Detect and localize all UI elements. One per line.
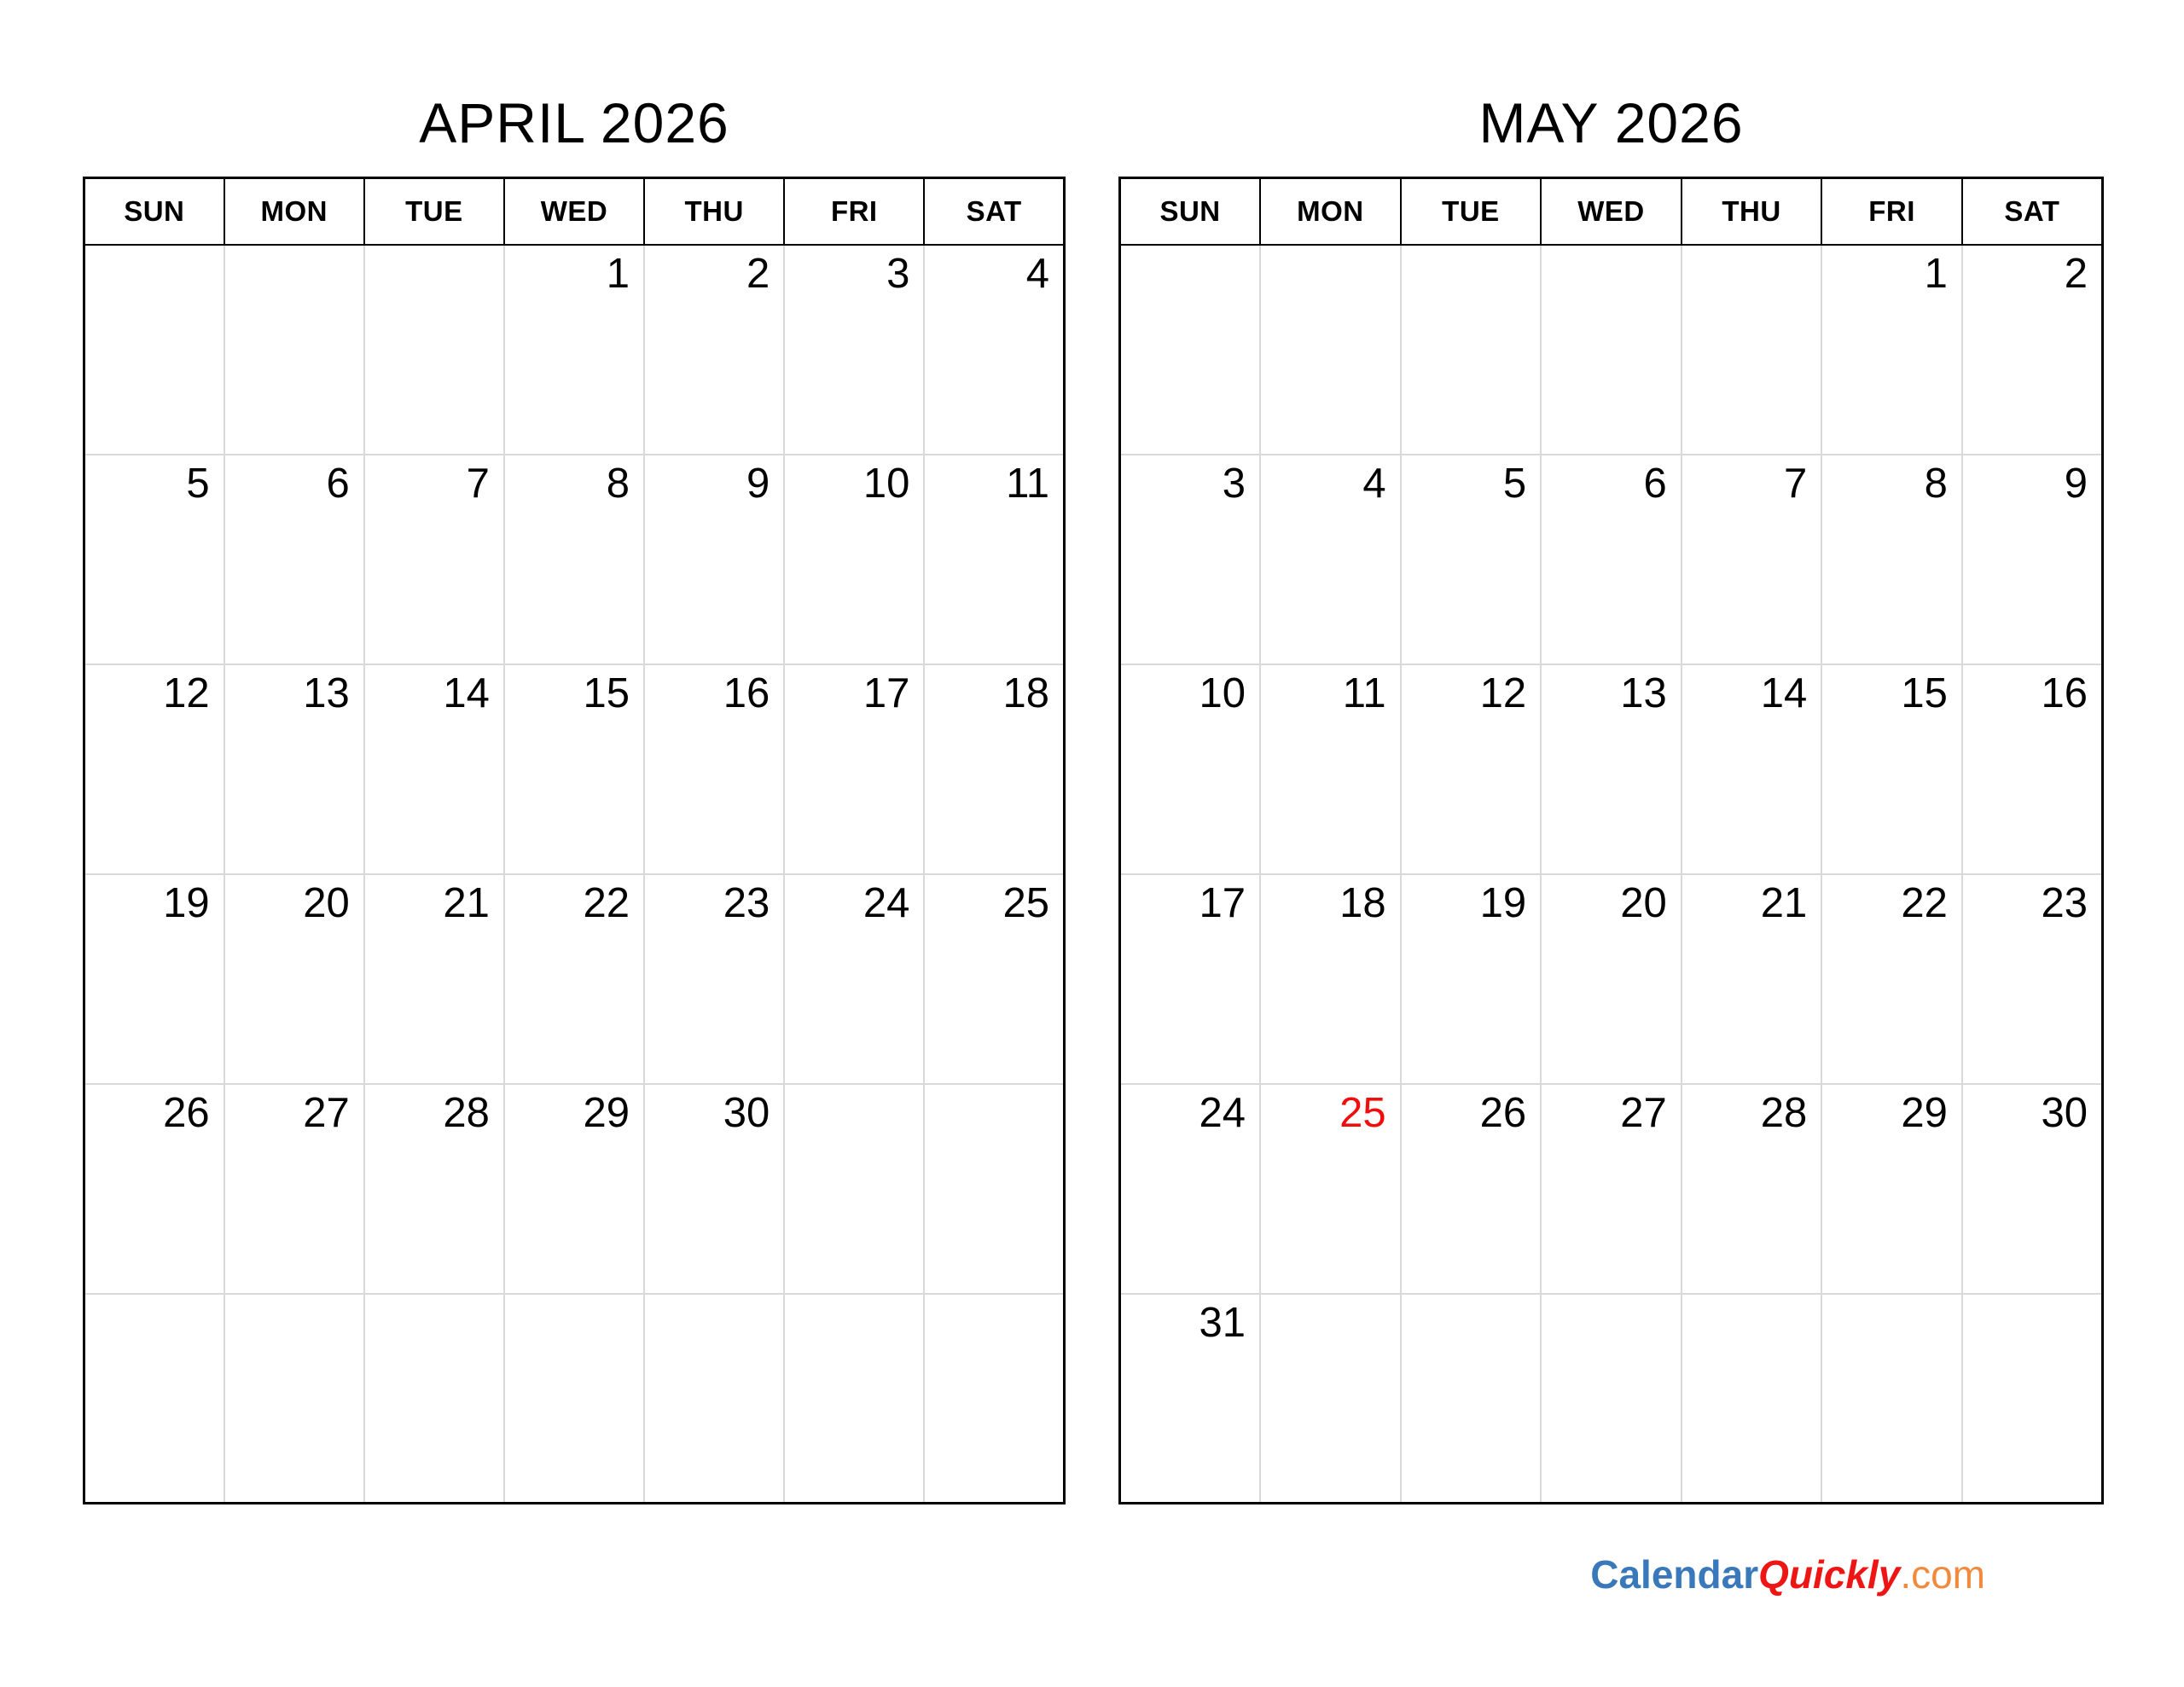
day-cell-april-7: 7	[364, 455, 504, 664]
day-header-tue: TUE	[364, 178, 504, 245]
day-cell-april-9: 9	[644, 455, 784, 664]
day-cell-may-22: 22	[1821, 874, 1962, 1084]
day-cell-may-29: 29	[1821, 1084, 1962, 1294]
empty-cell	[364, 1294, 504, 1504]
april-week-2	[84, 455, 1065, 664]
empty-cell	[504, 1294, 644, 1504]
day-cell-may-12: 12	[1401, 664, 1542, 874]
day-cell-may-28: 28	[1682, 1084, 1822, 1294]
april-week-5	[84, 1084, 1065, 1294]
may-day-header-row	[1120, 178, 2103, 245]
day-cell-april-29: 29	[504, 1084, 644, 1294]
empty-cell	[784, 1294, 924, 1504]
may-week-2	[1120, 455, 2103, 664]
day-cell-may-2: 2	[1962, 245, 2103, 455]
day-cell-may-3: 3	[1120, 455, 1261, 664]
april-grid	[83, 177, 1066, 1504]
day-header-wed: WED	[504, 178, 644, 245]
day-cell-may-11: 11	[1260, 664, 1401, 874]
day-cell-april-24: 24	[784, 874, 924, 1084]
day-cell-may-21: 21	[1682, 874, 1822, 1084]
day-cell-may-13: 13	[1541, 664, 1682, 874]
day-cell-april-28: 28	[364, 1084, 504, 1294]
empty-cell	[364, 245, 504, 455]
may-week-5	[1120, 1084, 2103, 1294]
day-header-wed: WED	[1541, 178, 1682, 245]
april-week-6	[84, 1294, 1065, 1504]
day-cell-april-13: 13	[224, 664, 364, 874]
day-cell-may-1: 1	[1821, 245, 1962, 455]
day-cell-may-6: 6	[1541, 455, 1682, 664]
day-header-sun: SUN	[1120, 178, 1261, 245]
logo-word-com: .com	[1900, 1552, 1985, 1597]
april-week-1	[84, 245, 1065, 455]
day-cell-april-27: 27	[224, 1084, 364, 1294]
day-cell-may-30: 30	[1962, 1084, 2103, 1294]
empty-cell	[1260, 1294, 1401, 1504]
day-cell-april-12: 12	[84, 664, 224, 874]
empty-cell	[224, 245, 364, 455]
day-cell-april-30: 30	[644, 1084, 784, 1294]
day-cell-april-2: 2	[644, 245, 784, 455]
day-cell-may-20: 20	[1541, 874, 1682, 1084]
empty-cell	[924, 1294, 1064, 1504]
day-cell-april-8: 8	[504, 455, 644, 664]
day-header-fri: FRI	[784, 178, 924, 245]
empty-cell	[1682, 245, 1822, 455]
day-cell-april-23: 23	[644, 874, 784, 1084]
day-cell-may-31: 31	[1120, 1294, 1261, 1504]
day-header-sat: SAT	[1962, 178, 2103, 245]
day-cell-may-27: 27	[1541, 1084, 1682, 1294]
may-grid	[1118, 177, 2104, 1504]
day-header-thu: THU	[644, 178, 784, 245]
empty-cell	[1682, 1294, 1822, 1504]
april-grid-head	[84, 178, 1065, 245]
day-cell-may-8: 8	[1821, 455, 1962, 664]
day-cell-may-5: 5	[1401, 455, 1542, 664]
logo-word-quickly: Quickly	[1758, 1552, 1901, 1597]
day-cell-april-19: 19	[84, 874, 224, 1084]
april-week-3	[84, 664, 1065, 874]
day-header-mon: MON	[1260, 178, 1401, 245]
day-cell-april-25: 25	[924, 874, 1064, 1084]
may-week-4	[1120, 874, 2103, 1084]
empty-cell	[1120, 245, 1261, 455]
day-cell-may-7: 7	[1682, 455, 1822, 664]
day-cell-may-25: 25	[1260, 1084, 1401, 1294]
empty-cell	[1962, 1294, 2103, 1504]
empty-cell	[644, 1294, 784, 1504]
may-grid-head	[1120, 178, 2103, 245]
day-cell-april-6: 6	[224, 455, 364, 664]
empty-cell	[1821, 1294, 1962, 1504]
day-cell-may-26: 26	[1401, 1084, 1542, 1294]
day-cell-april-22: 22	[504, 874, 644, 1084]
day-cell-may-18: 18	[1260, 874, 1401, 1084]
empty-cell	[1541, 245, 1682, 455]
empty-cell	[924, 1084, 1064, 1294]
april-title: APRIL 2026	[419, 91, 729, 154]
empty-cell	[1401, 1294, 1542, 1504]
day-cell-april-26: 26	[84, 1084, 224, 1294]
day-cell-may-4: 4	[1260, 455, 1401, 664]
empty-cell	[1541, 1294, 1682, 1504]
day-cell-april-18: 18	[924, 664, 1064, 874]
day-cell-april-5: 5	[84, 455, 224, 664]
day-header-sun: SUN	[84, 178, 224, 245]
day-cell-may-24: 24	[1120, 1084, 1261, 1294]
empty-cell	[1401, 245, 1542, 455]
day-cell-april-4: 4	[924, 245, 1064, 455]
day-cell-april-3: 3	[784, 245, 924, 455]
logo-word-calendar: Calendar	[1590, 1552, 1759, 1597]
day-cell-april-14: 14	[364, 664, 504, 874]
day-cell-may-17: 17	[1120, 874, 1261, 1084]
empty-cell	[1260, 245, 1401, 455]
april-calendar	[83, 177, 1066, 1504]
may-week-6	[1120, 1294, 2103, 1504]
day-header-sat: SAT	[924, 178, 1064, 245]
day-cell-april-1: 1	[504, 245, 644, 455]
day-header-fri: FRI	[1821, 178, 1962, 245]
day-cell-may-14: 14	[1682, 664, 1822, 874]
may-calendar	[1118, 177, 2104, 1504]
may-week-3	[1120, 664, 2103, 874]
empty-cell	[84, 245, 224, 455]
day-cell-may-19: 19	[1401, 874, 1542, 1084]
day-cell-may-15: 15	[1821, 664, 1962, 874]
day-cell-may-9: 9	[1962, 455, 2103, 664]
day-header-mon: MON	[224, 178, 364, 245]
april-week-4	[84, 874, 1065, 1084]
empty-cell	[84, 1294, 224, 1504]
may-grid-body	[1120, 245, 2103, 1504]
april-grid-body	[84, 245, 1065, 1504]
day-cell-may-23: 23	[1962, 874, 2103, 1084]
day-header-tue: TUE	[1401, 178, 1542, 245]
may-title: MAY 2026	[1478, 91, 1744, 154]
day-cell-april-20: 20	[224, 874, 364, 1084]
may-week-1	[1120, 245, 2103, 455]
day-cell-may-10: 10	[1120, 664, 1261, 874]
day-cell-april-15: 15	[504, 664, 644, 874]
day-cell-may-16: 16	[1962, 664, 2103, 874]
day-cell-april-17: 17	[784, 664, 924, 874]
day-cell-april-21: 21	[364, 874, 504, 1084]
day-header-thu: THU	[1682, 178, 1822, 245]
empty-cell	[224, 1294, 364, 1504]
calendarquickly-logo	[1590, 1552, 1985, 1597]
empty-cell	[784, 1084, 924, 1294]
april-day-header-row	[84, 178, 1065, 245]
day-cell-april-10: 10	[784, 455, 924, 664]
day-cell-april-16: 16	[644, 664, 784, 874]
day-cell-april-11: 11	[924, 455, 1064, 664]
